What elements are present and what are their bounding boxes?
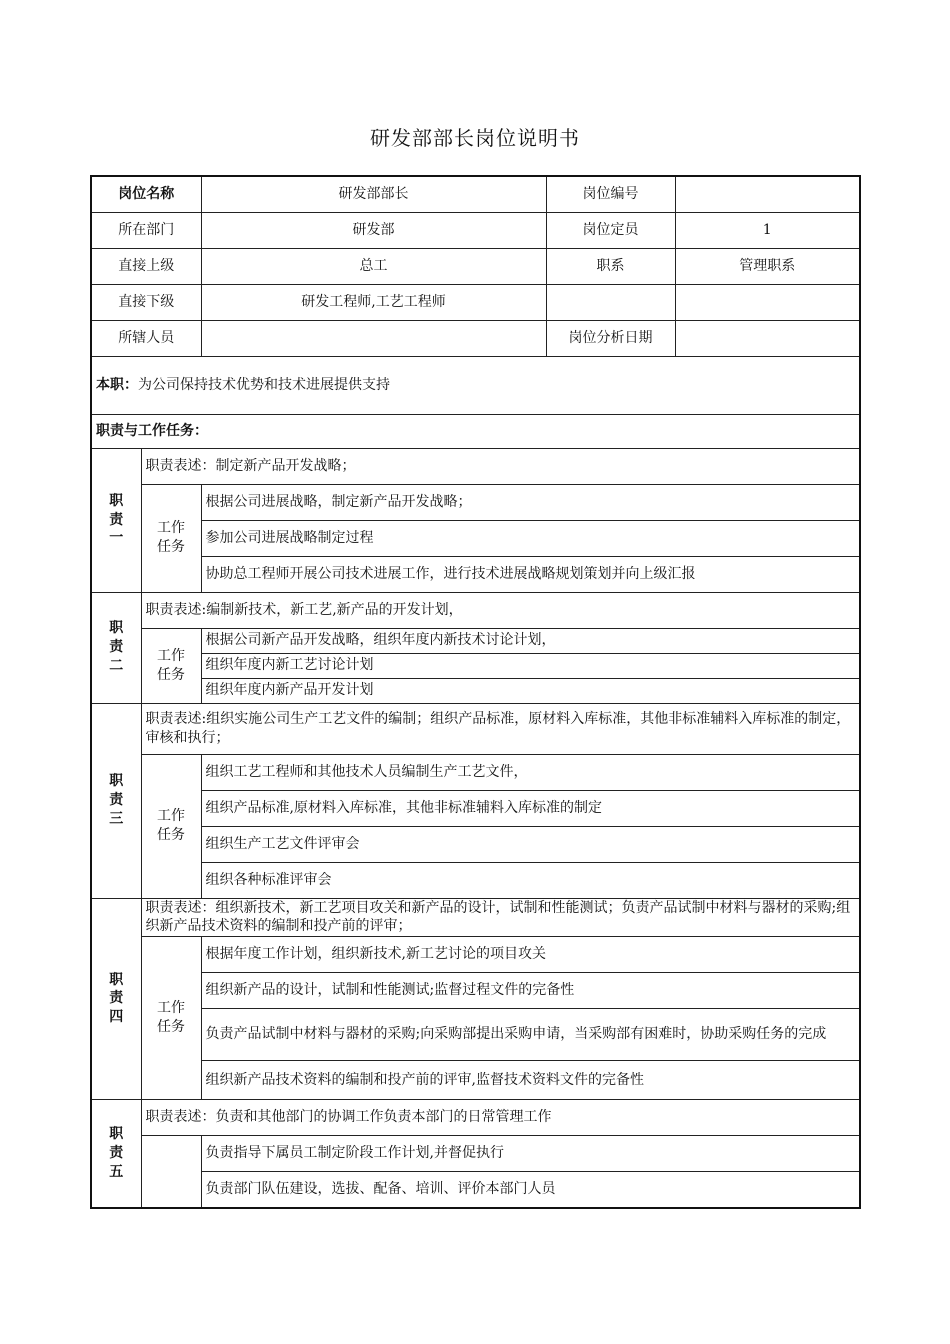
duty-2-task-1: 根据公司新产品开发战略，组织年度内新技术讨论计划， <box>201 628 860 653</box>
duty-5-task-row <box>91 1136 860 1172</box>
duty-5-task-row <box>91 1172 860 1208</box>
duty-1-task-row <box>91 556 860 592</box>
job-description-table <box>90 175 861 1209</box>
duty-4-task-row <box>91 973 860 1009</box>
duty-summary-label: 本职： <box>96 376 138 393</box>
info-row-superior <box>91 248 860 284</box>
tasks-header: 职责与工作任务： <box>91 414 860 448</box>
duty-4-task-row <box>91 937 860 973</box>
duty-2-desc: 职责表述:编制新技术，新工艺,新产品的开发计划， <box>141 592 860 628</box>
duty-3-task-4: 组织各种标准评审会 <box>201 862 860 898</box>
duty-2-task-row <box>91 653 860 678</box>
duty-1-work-task-label: 工作 任务 <box>141 484 201 592</box>
label-job-family: 职系 <box>546 248 675 284</box>
duty-1-task-2: 参加公司进展战略制定过程 <box>201 520 860 556</box>
duty-3-label: 职 责 三 <box>91 703 141 898</box>
duty-5-desc-row <box>91 1100 860 1136</box>
duty-3-task-row <box>91 862 860 898</box>
duty-5-work-task-empty <box>141 1136 201 1208</box>
duty-4-task-1: 根据年度工作计划，组织新技术,新工艺讨论的项目攻关 <box>201 937 860 973</box>
duty-summary-text: 为公司保持技术优势和技术进展提供支持 <box>138 376 390 393</box>
label-department: 所在部门 <box>91 212 201 248</box>
duty-3-task-2: 组织产品标准,原材料入库标准，其他非标准辅料入库标准的制定 <box>201 790 860 826</box>
duty-2-task-2: 组织年度内新工艺讨论计划 <box>201 653 860 678</box>
duty-summary <box>91 356 860 414</box>
value-staff <box>201 320 546 356</box>
duty-4-task-row <box>91 1009 860 1061</box>
value-analysis-date <box>675 320 860 356</box>
duty-4-label: 职 责 四 <box>91 898 141 1100</box>
info-row-staff <box>91 320 860 356</box>
label-subordinates: 直接下级 <box>91 284 201 320</box>
info-row-position-name <box>91 176 860 212</box>
value-empty <box>675 284 860 320</box>
duty-3-desc: 职责表述:组织实施公司生产工艺文件的编制；组织产品标准，原材料入库标准，其他非标准辅料入库标准的制定，审核和执行； <box>141 703 860 754</box>
duty-3-task-row <box>91 754 860 790</box>
value-department: 研发部 <box>201 212 546 248</box>
label-staff: 所辖人员 <box>91 320 201 356</box>
duty-5-desc: 职责表述：负责和其他部门的协调工作负责本部门的日常管理工作 <box>141 1100 860 1136</box>
value-position-code <box>675 176 860 212</box>
duty-4-desc: 职责表述：组织新技术，新工艺项目攻关和新产品的设计，试制和性能测试；负责产品试制中材料与器材的采购;组织新产品技术资料的编制和投产前的评审； <box>141 898 860 937</box>
label-headcount: 岗位定员 <box>546 212 675 248</box>
duty-5-label: 职 责 五 <box>91 1100 141 1208</box>
duty-1-label: 职 责 一 <box>91 448 141 592</box>
info-row-department <box>91 212 860 248</box>
duty-1-task-row <box>91 520 860 556</box>
label-superior: 直接上级 <box>91 248 201 284</box>
duty-2-task-row <box>91 628 860 653</box>
duty-2-task-3: 组织年度内新产品开发计划 <box>201 678 860 703</box>
duty-4-work-task-label: 工作 任务 <box>141 937 201 1100</box>
value-subordinates: 研发工程师,工艺工程师 <box>201 284 546 320</box>
duty-4-task-2: 组织新产品的设计，试制和性能测试;监督过程文件的完备性 <box>201 973 860 1009</box>
duty-3-task-row <box>91 826 860 862</box>
duty-4-task-row <box>91 1061 860 1100</box>
duty-2-task-row <box>91 678 860 703</box>
page-title: 研发部部长岗位说明书 <box>370 126 580 150</box>
duty-1-task-1: 根据公司进展战略，制定新产品开发战略； <box>201 484 860 520</box>
duty-1-task-3: 协助总工程师开展公司技术进展工作，进行技术进展战略规划策划并向上级汇报 <box>201 556 860 592</box>
duty-3-task-row <box>91 790 860 826</box>
duty-2-work-task-label: 工作 任务 <box>141 628 201 703</box>
duty-3-desc-row <box>91 703 860 754</box>
duty-4-desc-row <box>91 898 860 937</box>
duty-1-task-row <box>91 484 860 520</box>
duty-4-task-3: 负责产品试制中材料与器材的采购;向采购部提出采购申请，当采购部有困难时，协助采购任务的完成 <box>201 1009 860 1061</box>
duty-2-label: 职 责 二 <box>91 592 141 703</box>
value-headcount: 1 <box>675 212 860 248</box>
tasks-header-row <box>91 414 860 448</box>
duty-3-task-1: 组织工艺工程师和其他技术人员编制生产工艺文件， <box>201 754 860 790</box>
value-position-name: 研发部部长 <box>201 176 546 212</box>
duty-3-work-task-label: 工作 任务 <box>141 754 201 898</box>
label-position-code: 岗位编号 <box>546 176 675 212</box>
duty-3-task-3: 组织生产工艺文件评审会 <box>201 826 860 862</box>
label-empty <box>546 284 675 320</box>
info-row-subordinates <box>91 284 860 320</box>
duty-5-task-2: 负责部门队伍建设，选拔、配备、培训、评价本部门人员 <box>201 1172 860 1208</box>
duty-summary-row <box>91 356 860 414</box>
value-superior: 总工 <box>201 248 546 284</box>
duty-4-task-4: 组织新产品技术资料的编制和投产前的评审,监督技术资料文件的完备性 <box>201 1061 860 1100</box>
duty-2-desc-row <box>91 592 860 628</box>
duty-1-desc: 职责表述：制定新产品开发战略； <box>141 448 860 484</box>
duty-5-task-1: 负责指导下属员工制定阶段工作计划,并督促执行 <box>201 1136 860 1172</box>
duty-1-desc-row <box>91 448 860 484</box>
label-analysis-date: 岗位分析日期 <box>546 320 675 356</box>
value-job-family: 管理职系 <box>675 248 860 284</box>
label-position-name: 岗位名称 <box>91 176 201 212</box>
